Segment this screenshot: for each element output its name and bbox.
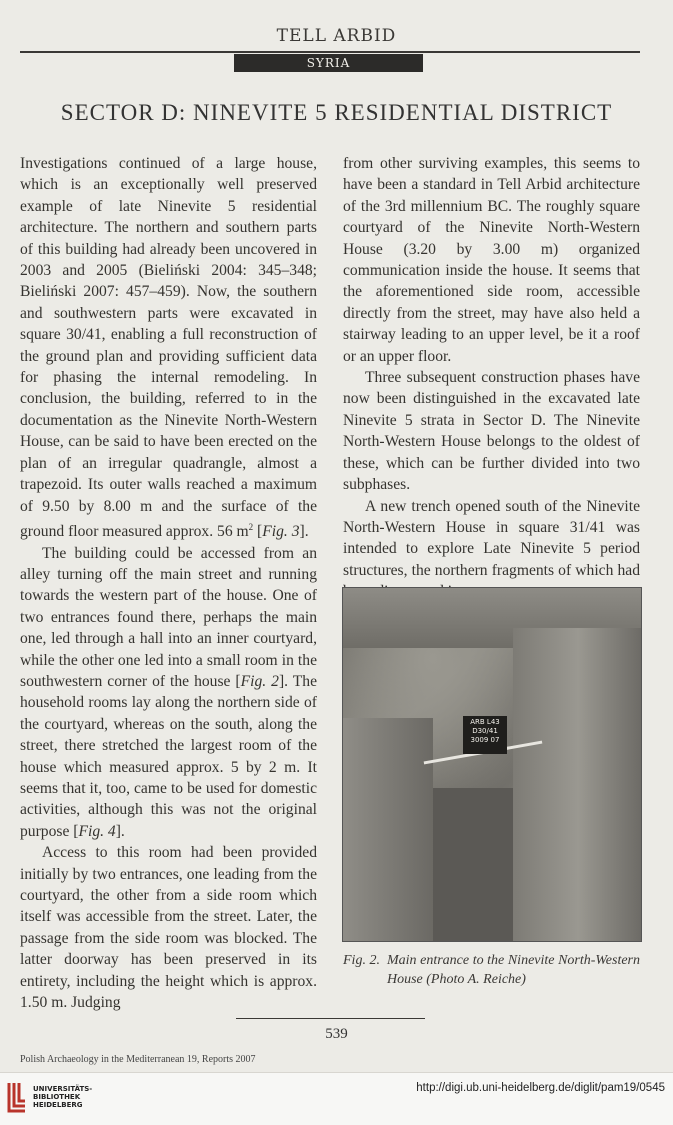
excavation-photo xyxy=(342,587,642,942)
paragraph-text: Investigations continued of a large house, which is an exceptionally well preserved example of late Ninevite 5 residential architecture. The northern and southern parts of this building had already been uncovered in 2003 and 2005 (Bieliński 2004: 345–348; Bieliński 2007: 457–459). Now, the southern and southwestern parts were excavated in square 30/41, enabling a full reconstruction of the ground plan and providing sufficient data for phasing the internal remodeling. In conclusion, the building, referred to in the documentation as the Ninevite North-Western House, can be said to have been erected on the plan of an irregular quadrangle, almost a trapezoid. Its outer walls reached a maximum of 9.50 by 8.00 m and the surface of the ground floor measured approx. 56 m xyxy=(20,155,317,541)
caption-text: Main entrance to the Ninevite North-Western House (Photo A. Reiche) xyxy=(387,953,640,987)
board-line: D30/41 xyxy=(472,727,498,735)
library-line: UNIVERSITÄTS- xyxy=(33,1085,93,1093)
photo-wall xyxy=(343,718,433,941)
photo-label-board xyxy=(463,716,507,754)
figure-label: Fig. 2. xyxy=(343,953,380,968)
source-url-link[interactable]: http://digi.ub.uni-heidelberg.de/diglit/pam19/0545 xyxy=(416,1082,665,1094)
board-line: 3009 07 xyxy=(470,736,500,744)
paragraph: A new trench opened south of the Ninevite North-Western House in square 31/41 was intended to explore Late Ninevite 5 period structures, the northern fragments of which had xyxy=(343,497,640,579)
library-name xyxy=(33,1085,92,1109)
photo-floor xyxy=(433,788,513,941)
paragraph: Three subsequent construction phases have now been distinguished in the excavated late Ninevite 5 strata in Sector D. The Ninevite North-Western House belongs to the oldest of these, which can be further divided into two subphases. xyxy=(343,369,640,494)
paragraph: Access to this room had been provided initially by two entrances, one leading from the courtyard, the other from a side room which itself was accessible from the street. Later, the passage from the side room was blocked. The latter doorway has been preserved in its entirety, including the height which is approx. 1.50 m. Judging xyxy=(20,844,317,1012)
page-number: 539 xyxy=(325,1026,348,1042)
paragraph-text: The building could be accessed from an alley turning off the main street and running towards the western part of the house. One of two entrances found there, perhaps the main one, led through a hall into an inner courtyard, while the other one led into a small room in the southwestern corner of the house [ xyxy=(20,544,317,690)
right-column xyxy=(343,153,640,603)
footer-rule xyxy=(236,1018,425,1019)
figure-ref: Fig. 4 xyxy=(78,822,116,840)
figure-ref: Fig. 3 xyxy=(262,523,300,541)
library-logo-icon xyxy=(6,1081,28,1115)
paragraph-text: ]. xyxy=(115,822,125,840)
header-rule xyxy=(20,51,640,53)
section-title: SECTOR D: NINEVITE 5 RESIDENTIAL DISTRICT xyxy=(60,100,613,125)
photo-wall xyxy=(513,628,642,941)
paragraph-text: ]. The household rooms lay along the northern side of the courtyard, whereas on the south, along the street, there stretched the largest room of the house which measured approx. 5 by 2 m. It seems that it, too, came to be used for domestic activities, although this was not the original purpose [ xyxy=(20,672,318,840)
ref-open: [ xyxy=(253,523,263,541)
figure-caption xyxy=(343,951,643,989)
paragraph xyxy=(20,153,317,543)
country-tag: SYRIA xyxy=(234,54,423,72)
ref-close: ]. xyxy=(299,523,309,541)
paragraph xyxy=(20,543,317,843)
left-column xyxy=(20,153,317,1013)
paragraph: from other surviving examples, this seems to have been a standard in Tell Arbid architecture of the 3rd millennium BC. The roughly square courtyard of the Ninevite North-Western House (3.20 by 3.00 m) organized communication inside the house. It seems that the aforementioned side room, accessible directly from the street, may have also held a stairway leading to an upper level, be it a roof or an upper floor. xyxy=(343,155,640,365)
superscript: 2 xyxy=(248,521,254,532)
figure-ref: Fig. 2 xyxy=(240,672,279,690)
library-band xyxy=(0,1072,673,1125)
journal-citation: Polish Archaeology in the Mediterranean 19, Reports 2007 xyxy=(20,1054,256,1065)
library-line: BIBLIOTHEK xyxy=(33,1093,81,1101)
running-header-title: TELL ARBID xyxy=(276,26,397,46)
board-line: ARB L43 xyxy=(470,718,500,726)
library-line: HEIDELBERG xyxy=(33,1101,83,1109)
